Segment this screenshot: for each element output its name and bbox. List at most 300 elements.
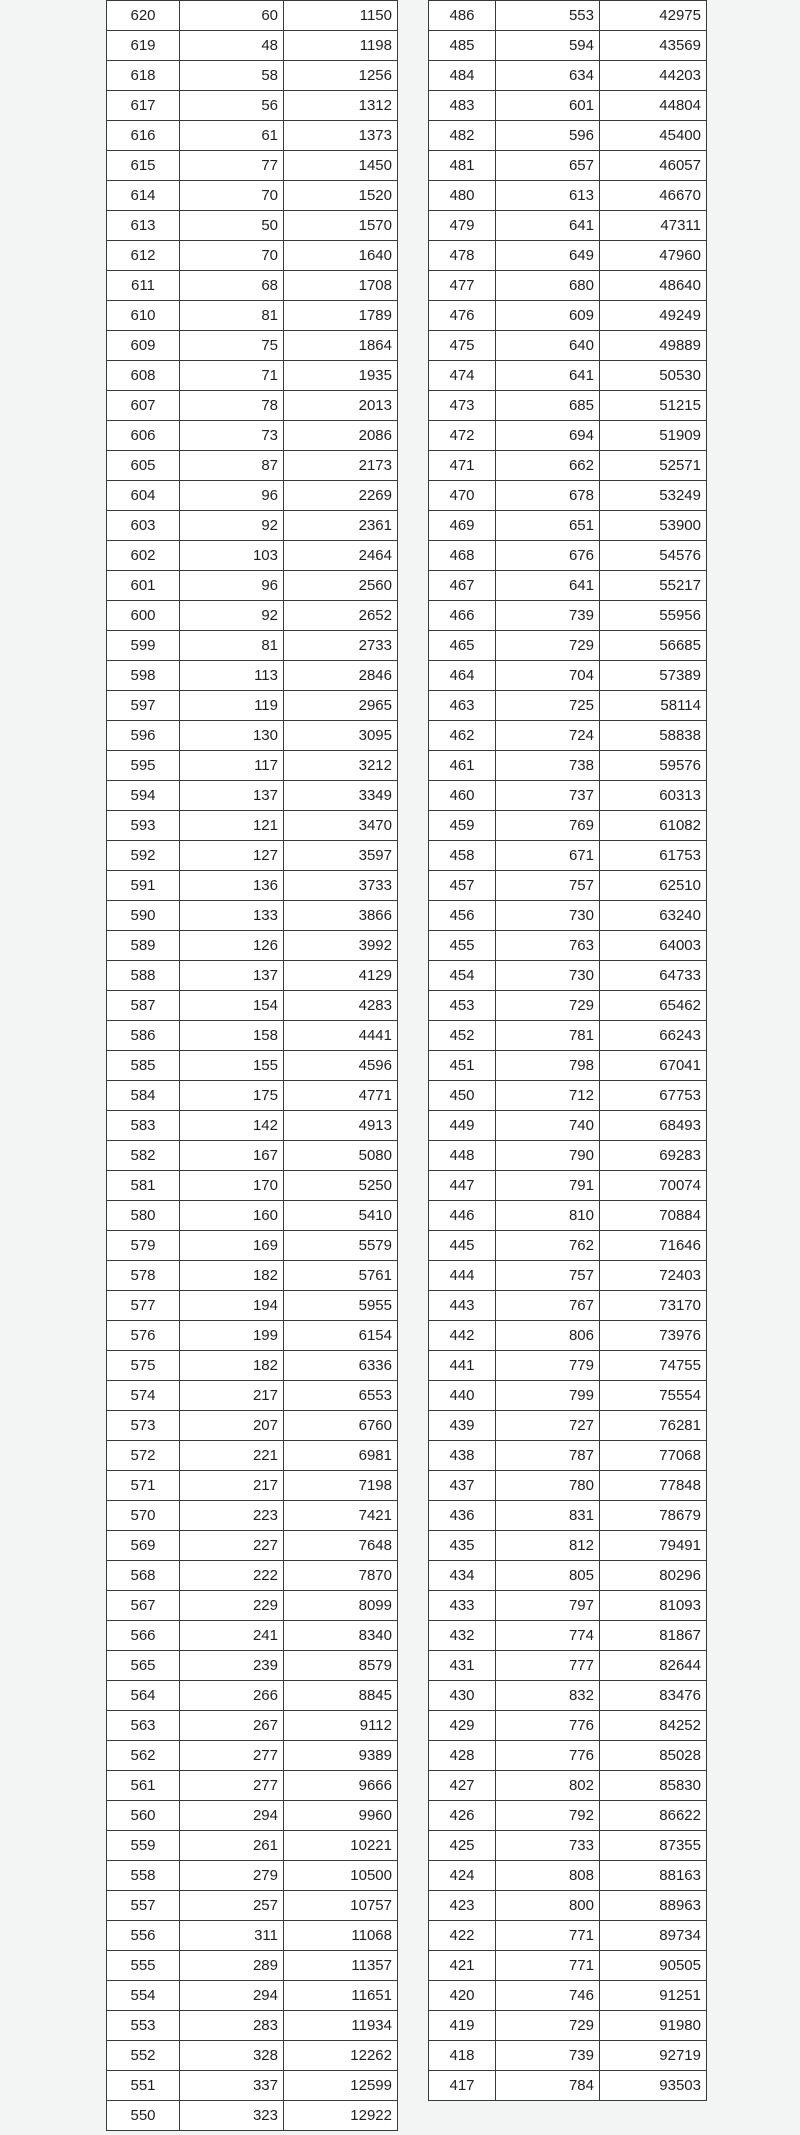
score-cell: 598 [107, 661, 180, 691]
table-row [429, 1621, 707, 1651]
count-cell: 694 [496, 421, 600, 451]
count-cell: 704 [496, 661, 600, 691]
count-cell: 678 [496, 481, 600, 511]
cumulative-cell: 58838 [600, 721, 707, 751]
count-cell: 641 [496, 571, 600, 601]
score-cell: 483 [429, 91, 496, 121]
count-cell: 812 [496, 1531, 600, 1561]
score-cell: 565 [107, 1651, 180, 1681]
cumulative-cell: 3349 [284, 781, 398, 811]
cumulative-cell: 2846 [284, 661, 398, 691]
count-cell: 613 [496, 181, 600, 211]
count-cell: 96 [180, 481, 284, 511]
table-row [107, 961, 398, 991]
table-row [107, 1471, 398, 1501]
cumulative-cell: 91980 [600, 2011, 707, 2041]
table-row [107, 1351, 398, 1381]
cumulative-cell: 12922 [284, 2101, 398, 2131]
table-row [429, 1801, 707, 1831]
score-cell: 446 [429, 1201, 496, 1231]
cumulative-cell: 70884 [600, 1201, 707, 1231]
score-table-left [106, 0, 398, 2131]
cumulative-cell: 3733 [284, 871, 398, 901]
table-row [429, 1141, 707, 1171]
count-cell: 217 [180, 1381, 284, 1411]
score-cell: 597 [107, 691, 180, 721]
score-cell: 449 [429, 1111, 496, 1141]
score-cell: 443 [429, 1291, 496, 1321]
cumulative-cell: 3212 [284, 751, 398, 781]
table-row [107, 1261, 398, 1291]
score-cell: 434 [429, 1561, 496, 1591]
table-row [107, 1711, 398, 1741]
table-row [107, 2071, 398, 2101]
count-cell: 266 [180, 1681, 284, 1711]
cumulative-cell: 6336 [284, 1351, 398, 1381]
table-row [107, 871, 398, 901]
count-cell: 733 [496, 1831, 600, 1861]
score-cell: 469 [429, 511, 496, 541]
table-row [107, 61, 398, 91]
table-row [107, 1681, 398, 1711]
score-cell: 433 [429, 1591, 496, 1621]
score-cell: 556 [107, 1921, 180, 1951]
count-cell: 257 [180, 1891, 284, 1921]
cumulative-cell: 3095 [284, 721, 398, 751]
count-cell: 725 [496, 691, 600, 721]
count-cell: 75 [180, 331, 284, 361]
score-cell: 604 [107, 481, 180, 511]
table-row [107, 571, 398, 601]
score-cell: 465 [429, 631, 496, 661]
score-cell: 441 [429, 1351, 496, 1381]
table-row [107, 1051, 398, 1081]
cumulative-cell: 60313 [600, 781, 707, 811]
cumulative-cell: 81093 [600, 1591, 707, 1621]
table-row [429, 691, 707, 721]
score-cell: 473 [429, 391, 496, 421]
count-cell: 277 [180, 1771, 284, 1801]
score-cell: 610 [107, 301, 180, 331]
score-cell: 436 [429, 1501, 496, 1531]
table-row [107, 1561, 398, 1591]
count-cell: 767 [496, 1291, 600, 1321]
score-cell: 453 [429, 991, 496, 1021]
count-cell: 776 [496, 1711, 600, 1741]
count-cell: 609 [496, 301, 600, 331]
count-cell: 130 [180, 721, 284, 751]
score-cell: 555 [107, 1951, 180, 1981]
score-cell: 422 [429, 1921, 496, 1951]
count-cell: 81 [180, 301, 284, 331]
score-cell: 450 [429, 1081, 496, 1111]
score-cell: 566 [107, 1621, 180, 1651]
cumulative-cell: 51215 [600, 391, 707, 421]
cumulative-cell: 1256 [284, 61, 398, 91]
count-cell: 634 [496, 61, 600, 91]
table-row [429, 1351, 707, 1381]
count-cell: 121 [180, 811, 284, 841]
table-row [429, 1021, 707, 1051]
table-row [429, 1651, 707, 1681]
score-cell: 437 [429, 1471, 496, 1501]
count-cell: 169 [180, 1231, 284, 1261]
table-row [107, 931, 398, 961]
score-cell: 485 [429, 31, 496, 61]
score-cell: 445 [429, 1231, 496, 1261]
table-row [429, 1261, 707, 1291]
cumulative-cell: 72403 [600, 1261, 707, 1291]
score-cell: 448 [429, 1141, 496, 1171]
table-row [429, 1231, 707, 1261]
cumulative-cell: 49889 [600, 331, 707, 361]
count-cell: 170 [180, 1171, 284, 1201]
table-row [107, 901, 398, 931]
cumulative-cell: 68493 [600, 1111, 707, 1141]
cumulative-cell: 92719 [600, 2041, 707, 2071]
table-row [107, 1111, 398, 1141]
count-cell: 221 [180, 1441, 284, 1471]
table-row [429, 391, 707, 421]
cumulative-cell: 47311 [600, 211, 707, 241]
score-cell: 435 [429, 1531, 496, 1561]
count-cell: 805 [496, 1561, 600, 1591]
cumulative-cell: 2086 [284, 421, 398, 451]
count-cell: 769 [496, 811, 600, 841]
cumulative-cell: 58114 [600, 691, 707, 721]
cumulative-cell: 48640 [600, 271, 707, 301]
cumulative-cell: 5761 [284, 1261, 398, 1291]
count-cell: 77 [180, 151, 284, 181]
table-row [429, 961, 707, 991]
table-row [429, 421, 707, 451]
count-cell: 68 [180, 271, 284, 301]
score-cell: 458 [429, 841, 496, 871]
table-row [429, 721, 707, 751]
score-cell: 605 [107, 451, 180, 481]
count-cell: 175 [180, 1081, 284, 1111]
score-cell: 452 [429, 1021, 496, 1051]
cumulative-cell: 2965 [284, 691, 398, 721]
cumulative-cell: 90505 [600, 1951, 707, 1981]
table-row [429, 181, 707, 211]
table-row [429, 1201, 707, 1231]
cumulative-cell: 87355 [600, 1831, 707, 1861]
cumulative-cell: 73976 [600, 1321, 707, 1351]
cumulative-cell: 55956 [600, 601, 707, 631]
count-cell: 649 [496, 241, 600, 271]
cumulative-cell: 5579 [284, 1231, 398, 1261]
cumulative-cell: 1312 [284, 91, 398, 121]
table-row [107, 1891, 398, 1921]
table-row [429, 361, 707, 391]
count-cell: 641 [496, 211, 600, 241]
score-cell: 568 [107, 1561, 180, 1591]
score-cell: 589 [107, 931, 180, 961]
score-cell: 553 [107, 2011, 180, 2041]
table-row [429, 631, 707, 661]
score-cell: 482 [429, 121, 496, 151]
cumulative-cell: 4913 [284, 1111, 398, 1141]
score-cell: 431 [429, 1651, 496, 1681]
score-cell: 455 [429, 931, 496, 961]
cumulative-cell: 91251 [600, 1981, 707, 2011]
count-cell: 199 [180, 1321, 284, 1351]
table-row [429, 1441, 707, 1471]
table-row [107, 1531, 398, 1561]
score-cell: 442 [429, 1321, 496, 1351]
cumulative-cell: 10221 [284, 1831, 398, 1861]
count-cell: 776 [496, 1741, 600, 1771]
table-row [107, 1441, 398, 1471]
table-row [107, 691, 398, 721]
cumulative-cell: 77848 [600, 1471, 707, 1501]
count-cell: 61 [180, 121, 284, 151]
table-row [429, 1591, 707, 1621]
score-cell: 479 [429, 211, 496, 241]
cumulative-cell: 55217 [600, 571, 707, 601]
cumulative-cell: 67041 [600, 1051, 707, 1081]
table-row [107, 1981, 398, 2011]
cumulative-cell: 2652 [284, 601, 398, 631]
cumulative-cell: 77068 [600, 1441, 707, 1471]
score-cell: 551 [107, 2071, 180, 2101]
count-cell: 289 [180, 1951, 284, 1981]
score-cell: 611 [107, 271, 180, 301]
count-cell: 96 [180, 571, 284, 601]
cumulative-cell: 3470 [284, 811, 398, 841]
score-cell: 590 [107, 901, 180, 931]
score-cell: 593 [107, 811, 180, 841]
score-cell: 463 [429, 691, 496, 721]
cumulative-cell: 51909 [600, 421, 707, 451]
cumulative-cell: 6981 [284, 1441, 398, 1471]
cumulative-cell: 1520 [284, 181, 398, 211]
count-cell: 792 [496, 1801, 600, 1831]
table-row [429, 991, 707, 1021]
cumulative-cell: 85028 [600, 1741, 707, 1771]
count-cell: 777 [496, 1651, 600, 1681]
count-cell: 127 [180, 841, 284, 871]
table-row [429, 1171, 707, 1201]
table-row [429, 1921, 707, 1951]
table-row [107, 1921, 398, 1951]
score-table-right [428, 0, 707, 2101]
count-cell: 207 [180, 1411, 284, 1441]
cumulative-cell: 6154 [284, 1321, 398, 1351]
table-row [107, 361, 398, 391]
count-cell: 729 [496, 631, 600, 661]
count-cell: 70 [180, 241, 284, 271]
cumulative-cell: 6553 [284, 1381, 398, 1411]
table-row [429, 1861, 707, 1891]
score-cell: 563 [107, 1711, 180, 1741]
score-cell: 476 [429, 301, 496, 331]
table-row [107, 1201, 398, 1231]
score-cell: 554 [107, 1981, 180, 2011]
score-cell: 606 [107, 421, 180, 451]
count-cell: 241 [180, 1621, 284, 1651]
score-cell: 607 [107, 391, 180, 421]
score-cell: 467 [429, 571, 496, 601]
count-cell: 762 [496, 1231, 600, 1261]
count-cell: 58 [180, 61, 284, 91]
table-row [107, 121, 398, 151]
count-cell: 155 [180, 1051, 284, 1081]
count-cell: 158 [180, 1021, 284, 1051]
score-cell: 470 [429, 481, 496, 511]
score-cell: 559 [107, 1831, 180, 1861]
score-cell: 564 [107, 1681, 180, 1711]
cumulative-cell: 2733 [284, 631, 398, 661]
score-cell: 619 [107, 31, 180, 61]
score-cell: 454 [429, 961, 496, 991]
table-row [429, 1891, 707, 1921]
table-row [107, 1321, 398, 1351]
score-cell: 460 [429, 781, 496, 811]
score-cell: 464 [429, 661, 496, 691]
count-cell: 774 [496, 1621, 600, 1651]
score-cell: 478 [429, 241, 496, 271]
table-row [429, 151, 707, 181]
cumulative-cell: 89734 [600, 1921, 707, 1951]
count-cell: 739 [496, 2041, 600, 2071]
table-row [429, 751, 707, 781]
cumulative-cell: 9960 [284, 1801, 398, 1831]
count-cell: 92 [180, 601, 284, 631]
cumulative-cell: 56685 [600, 631, 707, 661]
table-row [429, 841, 707, 871]
count-cell: 797 [496, 1591, 600, 1621]
table-row [429, 1681, 707, 1711]
cumulative-cell: 46057 [600, 151, 707, 181]
table-row [429, 61, 707, 91]
cumulative-cell: 8579 [284, 1651, 398, 1681]
score-cell: 581 [107, 1171, 180, 1201]
cumulative-cell: 8845 [284, 1681, 398, 1711]
score-cell: 601 [107, 571, 180, 601]
table-row [429, 1501, 707, 1531]
table-row [429, 661, 707, 691]
cumulative-cell: 61753 [600, 841, 707, 871]
score-cell: 466 [429, 601, 496, 631]
table-row [429, 1411, 707, 1441]
cumulative-cell: 76281 [600, 1411, 707, 1441]
table-row [107, 331, 398, 361]
cumulative-cell: 54576 [600, 541, 707, 571]
cumulative-cell: 82644 [600, 1651, 707, 1681]
cumulative-cell: 70074 [600, 1171, 707, 1201]
cumulative-cell: 44203 [600, 61, 707, 91]
score-cell: 595 [107, 751, 180, 781]
count-cell: 277 [180, 1741, 284, 1771]
table-row [107, 811, 398, 841]
table-row [429, 31, 707, 61]
score-cell: 427 [429, 1771, 496, 1801]
count-cell: 596 [496, 121, 600, 151]
score-cell: 571 [107, 1471, 180, 1501]
score-cell: 620 [107, 1, 180, 31]
count-cell: 799 [496, 1381, 600, 1411]
score-cell: 472 [429, 421, 496, 451]
table-row [107, 1861, 398, 1891]
score-cell: 459 [429, 811, 496, 841]
score-cell: 447 [429, 1171, 496, 1201]
score-cell: 439 [429, 1411, 496, 1441]
score-cell: 613 [107, 211, 180, 241]
score-cell: 616 [107, 121, 180, 151]
table-row [107, 1411, 398, 1441]
cumulative-cell: 3597 [284, 841, 398, 871]
score-cell: 486 [429, 1, 496, 31]
score-cell: 575 [107, 1351, 180, 1381]
score-cell: 580 [107, 1201, 180, 1231]
score-cell: 456 [429, 901, 496, 931]
count-cell: 738 [496, 751, 600, 781]
table-row [429, 271, 707, 301]
table-row [107, 31, 398, 61]
count-cell: 133 [180, 901, 284, 931]
table-row [107, 391, 398, 421]
table-row [107, 2041, 398, 2071]
score-cell: 577 [107, 1291, 180, 1321]
score-cell: 561 [107, 1771, 180, 1801]
cumulative-cell: 83476 [600, 1681, 707, 1711]
table-row [429, 781, 707, 811]
cumulative-cell: 2269 [284, 481, 398, 511]
score-cell: 603 [107, 511, 180, 541]
table-row [107, 2101, 398, 2131]
cumulative-cell: 3866 [284, 901, 398, 931]
score-cell: 592 [107, 841, 180, 871]
table-row [429, 541, 707, 571]
cumulative-cell: 64733 [600, 961, 707, 991]
count-cell: 294 [180, 1981, 284, 2011]
count-cell: 601 [496, 91, 600, 121]
count-cell: 137 [180, 961, 284, 991]
score-cell: 438 [429, 1441, 496, 1471]
table-row [107, 1741, 398, 1771]
count-cell: 787 [496, 1441, 600, 1471]
score-table-right-body [429, 1, 707, 2101]
table-row [107, 451, 398, 481]
score-cell: 572 [107, 1441, 180, 1471]
table-row [429, 481, 707, 511]
count-cell: 182 [180, 1261, 284, 1291]
count-cell: 294 [180, 1801, 284, 1831]
count-cell: 740 [496, 1111, 600, 1141]
cumulative-cell: 1450 [284, 151, 398, 181]
score-cell: 582 [107, 1141, 180, 1171]
table-row [107, 1291, 398, 1321]
cumulative-cell: 88963 [600, 1891, 707, 1921]
cumulative-cell: 4129 [284, 961, 398, 991]
table-row [107, 1231, 398, 1261]
cumulative-cell: 2013 [284, 391, 398, 421]
count-cell: 680 [496, 271, 600, 301]
score-cell: 462 [429, 721, 496, 751]
cumulative-cell: 1570 [284, 211, 398, 241]
count-cell: 283 [180, 2011, 284, 2041]
table-row [107, 481, 398, 511]
count-cell: 217 [180, 1471, 284, 1501]
cumulative-cell: 4596 [284, 1051, 398, 1081]
cumulative-cell: 1935 [284, 361, 398, 391]
table-row [429, 811, 707, 841]
cumulative-cell: 81867 [600, 1621, 707, 1651]
count-cell: 771 [496, 1951, 600, 1981]
count-cell: 662 [496, 451, 600, 481]
